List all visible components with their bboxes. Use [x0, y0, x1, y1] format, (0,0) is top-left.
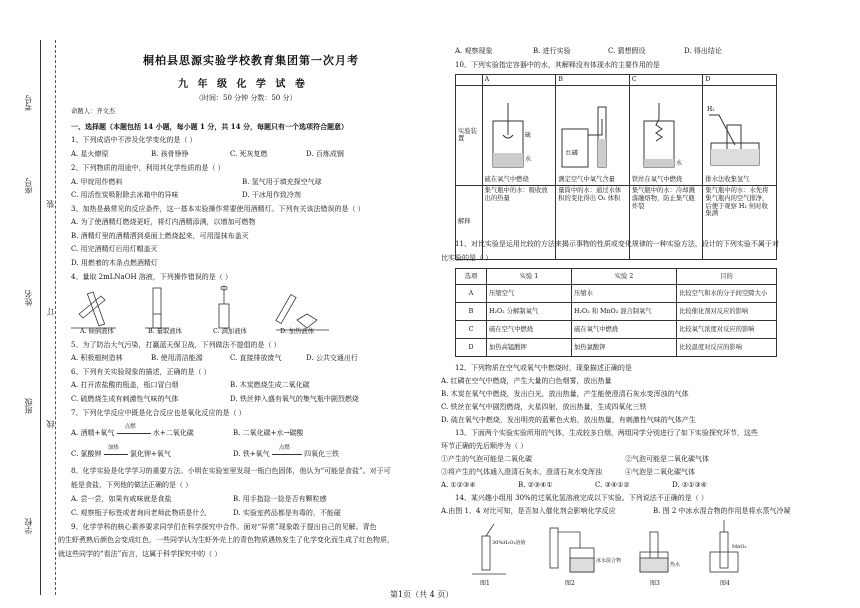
q2-opt-a: A. 甲烷用作燃料: [71, 178, 123, 186]
fig1-caption: 图1: [480, 580, 490, 587]
q10-header-row: [456, 75, 777, 86]
author: 命题人：齐文杰: [71, 108, 116, 115]
q8-line-1: 8、化学实验是化学学习的重要方法。小明在实验室里发现一瓶白色固体，他认为“可能是食盐”。对于可: [71, 467, 391, 475]
q11-head-exp2: 实验 2: [572, 269, 677, 285]
q7-d-right: 四氧化三铁: [304, 450, 340, 458]
q13-opt-d: D. ②①③④: [672, 481, 707, 489]
q11-head-option: 选项: [456, 269, 487, 285]
q12-opt-d: D. 硫在氧气中燃烧，发出明亮的蓝紫色火焰，放出热量，有刺激性气味的气体产生: [441, 416, 696, 424]
q9-opt-d: D. 得出结论: [684, 47, 722, 55]
q13-opt-a: A. ①②③④: [441, 481, 476, 489]
exam-title: 九 年 级 化 学 试 卷: [178, 79, 308, 90]
q4: 4、量取 2mLNaOH 溶液，下列操作错误的是（ ）: [71, 273, 233, 281]
q10-col-c: C: [629, 75, 703, 86]
exam-info: （时间：50 分钟 分数：50 分）: [195, 94, 297, 102]
q11-line-1: 11、对比实验是运用比较的方法来揭示事物的性质或变化规律的一种实验方法，设计的下列实验不属于对: [455, 240, 779, 248]
water-label-a: 水: [524, 156, 531, 164]
label-seat: 座号: [24, 178, 33, 194]
q5-opt-b: B. 使用清洁能源: [151, 354, 203, 362]
label-school: 学校: [24, 518, 33, 534]
q4-caption-c: C. 滴加液体: [213, 328, 247, 335]
q7: 7、下列化学反应中既是化合反应也是氧化反应的是（ ）: [71, 409, 246, 417]
q7-d-arrow: [272, 444, 302, 455]
q11-d-opt: D: [456, 339, 487, 357]
q10-explain-b: 量筒中的水：通过水体积的变化得出 O₂ 体积: [556, 185, 630, 259]
q11-row-b: [456, 303, 777, 321]
q11-row-c: [456, 321, 777, 339]
q13-step-2: ②气泡可能是二氧化碳气体: [625, 455, 709, 463]
q10-col-a: A: [482, 75, 556, 86]
label-exam-no: 考号: [24, 95, 33, 111]
figure-3: [640, 532, 680, 587]
q12: 12、下列物质在空气或氧气中燃烧时，现象描述正确的是: [455, 364, 632, 372]
q6-opt-a: A. 打开浓盐酸的瓶盖，瓶口冒白烟: [71, 381, 179, 389]
binding-dashed-line: [55, 40, 56, 595]
q14-opt-b: B. 图 2 中冰水混合物的作用是将水蒸气冷凝: [653, 507, 791, 515]
q6-opt-d: D. 铁丝伸入盛有氧气的集气瓶中剧烈燃烧: [230, 395, 359, 403]
q10: 10、下列实验指定容器中的水，其解释没有体现水的主要作用的是: [455, 61, 660, 69]
q7-opt-c: [71, 444, 171, 458]
q9-opt-a: A. 观察现象: [455, 47, 493, 55]
q1-opt-c: C. 死灰复燃: [230, 150, 268, 158]
q10-caption-b: 测定空气中氧气含量: [558, 176, 615, 183]
q7-opt-a: [71, 423, 194, 437]
q9-line-2: 的生虾煮熟后颜色会变成红色，一些同学认为生虾外壳上的青色物质遇热发生了化学变化而生成了红色物质，: [58, 536, 394, 544]
q14: 14、某兴趣小组用 30%的过氧化氢溶液完成以下实验。下列说法不正确的是（ ）: [455, 494, 708, 502]
q5-opt-d: D. 公共交通出行: [306, 354, 358, 362]
q10-device-d: [703, 85, 777, 185]
fig4-mno2-label: MnO₂: [732, 544, 747, 550]
q5-opt-a: A. 积极植树造林: [71, 354, 123, 362]
q11-c-exp1: 硫在空气中燃烧: [487, 321, 572, 339]
q7-a-left: A. 酒精+氧气: [71, 429, 115, 437]
q8-line-2: 能是食盐，下列他的做法正确的是（ ）: [71, 481, 193, 489]
fig2-caption: 图2: [565, 580, 575, 587]
figure-d-heat: [276, 295, 329, 330]
q10-explain-label: 解释: [456, 185, 483, 259]
label-class: 班级: [24, 398, 33, 414]
q11-a-exp2: 压缩水: [572, 285, 677, 303]
figure-a-pour: [71, 292, 116, 328]
fig1-solution-label: 30%H₂O₂溶液: [492, 540, 526, 546]
q11-b-opt: B: [456, 303, 487, 321]
q6-opt-c: C. 硫燃烧生成有刺激性气味的气体: [71, 395, 179, 403]
label-bind-1: 装: [46, 200, 55, 208]
q5-opt-c: C. 直接排放废气: [230, 354, 282, 362]
q8-opt-d: D. 实验室药品都是有毒的，不能碰: [233, 509, 341, 517]
q9-line-3: 就这些同学的“看法”而言，这属于科学探究中的（ ）: [58, 550, 222, 558]
q11-line-2: 比实验的是（ ）: [441, 254, 493, 262]
fig3-caption: 图3: [650, 580, 660, 587]
q11-d-goal: 比较温度对反应的影响: [677, 339, 777, 357]
fig2-ice-label: 冰水混合物: [596, 558, 622, 564]
svg-text:H₂: H₂: [707, 106, 716, 114]
q11-b-goal: 比较催化剂对反应的影响: [677, 303, 777, 321]
figure-4: [710, 520, 746, 587]
label-bind-2: 订: [46, 308, 55, 316]
q12-opt-a: A. 红磷在空气中燃烧，产生大量的白色烟雾，放出热量: [441, 377, 612, 385]
q10-explain-a: 集气瓶中的水：吸收放出的热量: [482, 185, 556, 259]
q10-col-d: D: [703, 75, 777, 86]
q5: 5、为了防治大气污染，打赢蓝天保卫战，下列做法不提倡的是（ ）: [71, 341, 281, 349]
fig3-hotwater-label: 热水: [670, 562, 681, 568]
q12-opt-b: B. 木炭在氧气中燃烧，发出白光，放出热量，产生能使澄清石灰水变浑浊的气体: [441, 390, 689, 398]
q7-d-left: D. 铁+氧气: [233, 450, 270, 458]
q11-head-exp1: 实验 1: [487, 269, 572, 285]
q7-opt-b: B. 二氧化碳+水→碳酸: [233, 429, 304, 437]
q11-table: [455, 268, 777, 357]
q11-a-opt: A: [456, 285, 487, 303]
water-label-c: 水: [675, 160, 682, 168]
q11-c-goal: 比较氧气浓度对反应的影响: [677, 321, 777, 339]
q11-row-d: [456, 339, 777, 357]
q11-header-row: [456, 269, 777, 285]
q11-b-exp1: H₂O₂ 分解制氧气: [487, 303, 572, 321]
q6: 6、下列有关实验现象的描述，正确的是（ ）: [71, 368, 211, 376]
label-name: 姓名: [24, 290, 33, 306]
q8-opt-a: A. 尝一尝，如果有咸味就是食盐: [71, 495, 172, 503]
sulfur-label: 硫: [524, 132, 531, 140]
q7-opt-d: [233, 444, 340, 458]
oxygen-content-figure: [558, 99, 616, 173]
q11-b-exp2: H₂O₂ 和 MnO₂ 混合制氧气: [572, 303, 677, 321]
q10-caption-c: 铁丝在氧气中燃烧: [631, 176, 683, 183]
binding-line: [40, 40, 41, 595]
q7-d-cond: 点燃: [278, 444, 290, 451]
q13-line-2: 环节正确的先后顺序为（ ）: [441, 442, 528, 450]
q3-opt-b: B. 酒精灯里的酒精洒到桌面上燃烧起来，可用湿抹布盖灭: [71, 232, 249, 240]
q10-device-label: 实验装置: [456, 85, 483, 185]
q1: 1、下列成语中不涉及化学变化的是（ ）: [71, 136, 197, 144]
q10-device-row: [456, 85, 777, 185]
q11-c-opt: C: [456, 321, 487, 339]
figure-c-drop: [219, 286, 229, 328]
q11-d-exp2: 加热氯酸钾: [572, 339, 677, 357]
q7-a-arrow: [117, 423, 151, 434]
q8-opt-b: B. 用手指捻一捻是否有颗粒感: [233, 495, 327, 503]
q10-corner: [456, 75, 483, 86]
q2-opt-b: B. 氢气用于填充探空气球: [242, 178, 322, 186]
q10-explain-d: 集气瓶中的水：水先将集气瓶内的空气排净，后便于观察 H₂ 何时收集满: [703, 185, 777, 259]
q10-caption-a: 硫在氧气中燃烧: [484, 176, 529, 183]
q13-opt-c: C. ③④①②: [595, 481, 630, 489]
q7-c-right: 氯化钾+氧气: [130, 450, 171, 458]
fig4-caption: 图4: [720, 580, 730, 587]
q1-opt-d: D. 百炼成钢: [306, 150, 344, 158]
q4-caption-d: D. 加热液体: [280, 328, 315, 335]
q9-opt-b: B. 进行实验: [533, 47, 571, 55]
figure-b-measure: [145, 288, 169, 328]
q13-opt-b: B. ②③④①: [518, 481, 553, 489]
q6-opt-b: B. 木炭燃烧生成二氧化碳: [230, 381, 310, 389]
q10-explain-c: 集气瓶中的水：冷却溅落融熔物，防止集气瓶炸裂: [629, 185, 703, 259]
q1-opt-a: A. 星火燎原: [71, 150, 109, 158]
q3: 3、加热是最常见的反应条件，这一基本实验操作常要使用酒精灯。下列有关该法错误的是（ ）: [71, 205, 365, 213]
q9-line-1: 9、化学学科的核心素养要求同学们在科学探究中合作。面对“异常”现象敢于提出自己的见解。青色: [71, 523, 377, 531]
iron-burning-figure: [632, 99, 690, 173]
q11-a-goal: 比较空气和水的分子间空隙大小: [677, 285, 777, 303]
q10-table: [455, 74, 777, 260]
q2-opt-d: D. 干冰用作致冷剂: [242, 191, 301, 199]
figure-2: [550, 528, 621, 587]
q2: 2、下列物质的用途中，利用其化学性质的是（ ）: [71, 164, 225, 172]
q11-c-exp2: 硫在氧气中燃烧: [572, 321, 677, 339]
q7-a-right: 水+二氧化碳: [152, 429, 194, 437]
q10-explain-row: [456, 185, 777, 259]
label-line: 线: [46, 420, 55, 428]
q13-step-3: ③将产生的气体通入澄清石灰水，澄清石灰水变浑浊: [441, 468, 602, 476]
q11-row-a: [456, 285, 777, 303]
section-1-heading: 一、选择题（本题包括 14 小题，每小题 1 分，共 14 分，每题只有一个选项符合题意）: [71, 122, 348, 131]
q1-opt-b: B. 孩骨铮铮: [151, 150, 189, 158]
water-collection-figure: [705, 99, 763, 173]
q4-caption-b: B. 量取液体: [148, 328, 182, 335]
q11-head-goal: 目的: [677, 269, 777, 285]
q11-d-exp1: 加热高锰酸钾: [487, 339, 572, 357]
q9-opt-c: C. 猜想假设: [608, 47, 646, 55]
red-phosphorus-label: 红磷: [566, 150, 579, 158]
q13-step-4: ④气泡是二氧化碳气体: [625, 468, 695, 476]
q7-c-cond: 加热: [107, 444, 119, 451]
q2-opt-c: C. 用活性炭吸附除去冰箱中的异味: [71, 191, 179, 199]
q3-opt-d: D. 用燃着的木条点燃酒精灯: [71, 259, 158, 267]
q14-opt-a: A.由图 1、4 对比可知，是否加入催化剂会影响化学反应: [441, 507, 616, 515]
q13-line-1: 13、下面两个实验实验所用的气体，生成较多白烟，两组同学分别进行了如下实验探究环节，这些: [455, 429, 758, 437]
q11-a-exp1: 压缩空气: [487, 285, 572, 303]
q10-device-a: [482, 85, 556, 185]
q7-c-arrow: [104, 444, 128, 455]
q7-a-cond: 点燃: [124, 423, 136, 430]
q3-opt-a: A. 为了使酒精灯燃烧更旺，将灯内酒精添满，以增加可燃物: [71, 218, 256, 226]
q4-caption-a: A. 倾倒液体: [80, 328, 114, 335]
sulfur-burning-figure: [485, 99, 543, 173]
school-title: 桐柏县思源实验学校教育集团第一次月考: [143, 54, 359, 67]
q10-device-c: [629, 85, 703, 185]
q13-step-1: ①产生的气泡可能是二氧化碳: [441, 455, 532, 463]
q14-figures: [470, 518, 770, 588]
q10-caption-d: 排水法收集氢气: [705, 176, 750, 183]
q12-opt-c: C. 铁丝在氧气中剧烈燃烧，火星四射，放出热量，生成四氧化三铁: [441, 403, 647, 411]
q7-c-left: C. 氯酸钾: [71, 450, 102, 458]
q10-device-b: [556, 85, 630, 185]
page-number: 第1页（共 4 页）: [390, 590, 454, 599]
q10-col-b: B: [556, 75, 630, 86]
q8-opt-c: C. 观察瓶子标签或者询问老师此物质是什么: [71, 509, 207, 517]
figure-1: [472, 524, 526, 587]
q3-opt-c: C. 用完酒精灯后用灯帽盖灭: [71, 245, 158, 253]
